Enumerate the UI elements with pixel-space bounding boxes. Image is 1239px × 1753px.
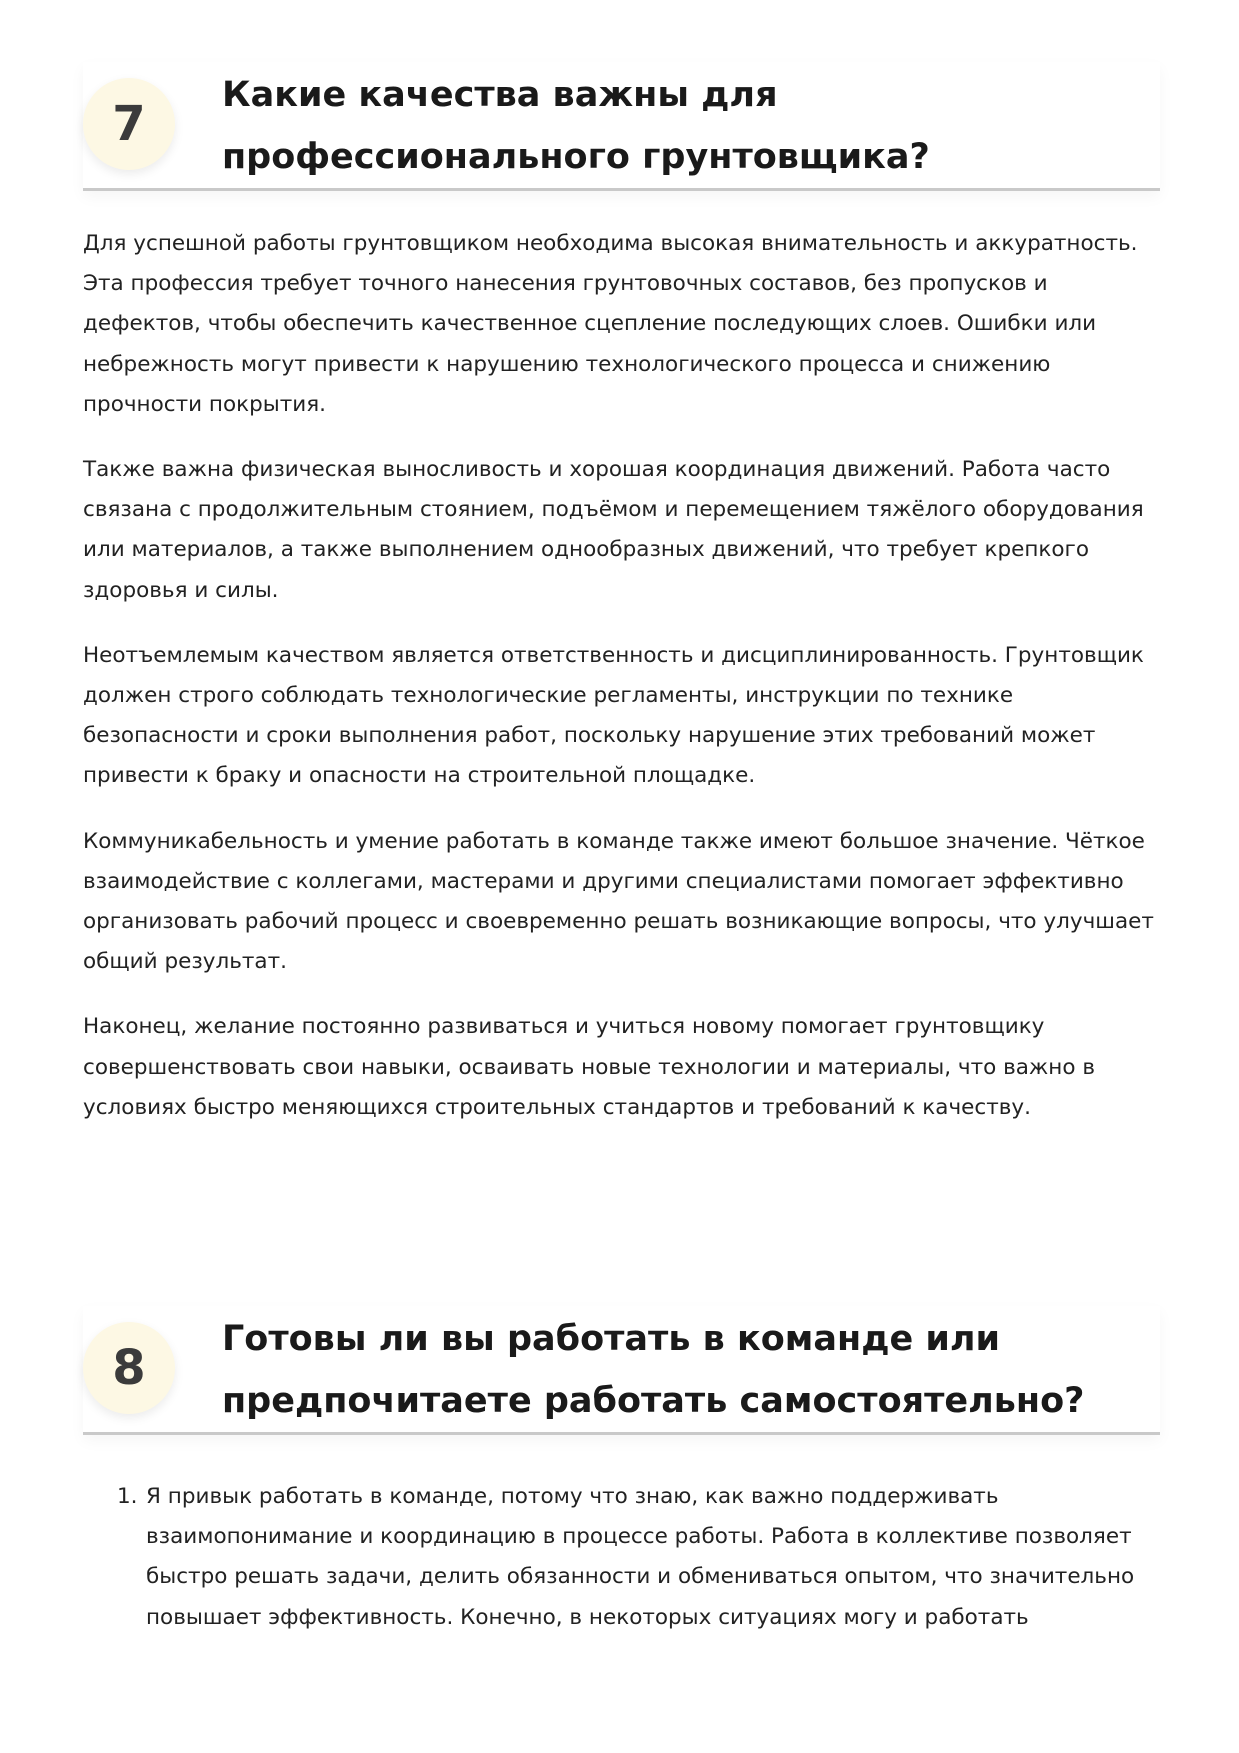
answer-paragraph: Наконец, желание постоянно развиваться и учиться новому помогает грунтовщику совершенствовать свои навыки, осваивать новые технологии и материалы, что важно в условиях быстро меняющихся строительных стандартов и требований к качеству. xyxy=(83,1014,1096,1120)
question-title: Какие качества важны для профессионального грунтовщика? xyxy=(222,75,930,177)
answer-paragraph: Коммуникабельность и умение работать в команде также имеют большое значение. Чёткое взаимодействие с коллегами, мастерами и другими специалистами помогает эффективно организовать рабочий процесс и своевременно решать возникающие вопросы, что улучшает общий результат. xyxy=(83,828,1154,975)
answer-paragraph: Для успешной работы грунтовщиком необходима высокая внимательность и аккуратность. Эта профессия требует точного нанесения грунтовочных составов, без пропусков и дефектов, чтобы обеспечить качественное сцепление последующих слоев. Ошибки или небрежность могут привести к нарушению технологического процесса и снижению прочности покрытия. xyxy=(83,231,1138,417)
question-number-badge: 7 xyxy=(83,78,175,170)
question-title: Готовы ли вы работать в команде или предпочитаете работать самостоятельно? xyxy=(222,1319,1085,1421)
question-header xyxy=(83,62,1160,191)
list-item-text: Я привык работать в команде, потому что знаю, как важно поддерживать взаимопонимание и координацию в процессе работы. Работа в коллективе позволяет быстро решать задачи, делить обязанности и обмениваться опытом, что значительно повышает эффективность. Конечно, в некоторых ситуациях могу и работать xyxy=(146,1484,1135,1630)
answer-paragraph: Также важна физическая выносливость и хорошая координация движений. Работа часто связана с продолжительным стоянием, подъёмом и перемещением тяжёлого оборудования или материалов, а также выполнением однообразных движений, что требует крепкого здоровья и силы. xyxy=(83,457,1144,603)
list-item xyxy=(83,1477,1160,1638)
question-section-7 xyxy=(83,62,1160,1153)
answer-list xyxy=(83,1477,1160,1638)
answer-paragraph: Неотъемлемым качеством является ответственность и дисциплинированность. Грунтовщик должен строго соблюдать технологические регламенты, инструкции по технике безопасности и сроки выполнения работ, поскольку нарушение этих требований может привести к браку и опасности на строительной площадке. xyxy=(83,642,1144,789)
list-item-marker: 1. xyxy=(117,1484,138,1509)
answer-body xyxy=(83,224,1160,1128)
question-section-8 xyxy=(83,1306,1160,1638)
question-header xyxy=(83,1306,1160,1435)
question-number-badge: 8 xyxy=(83,1322,175,1414)
